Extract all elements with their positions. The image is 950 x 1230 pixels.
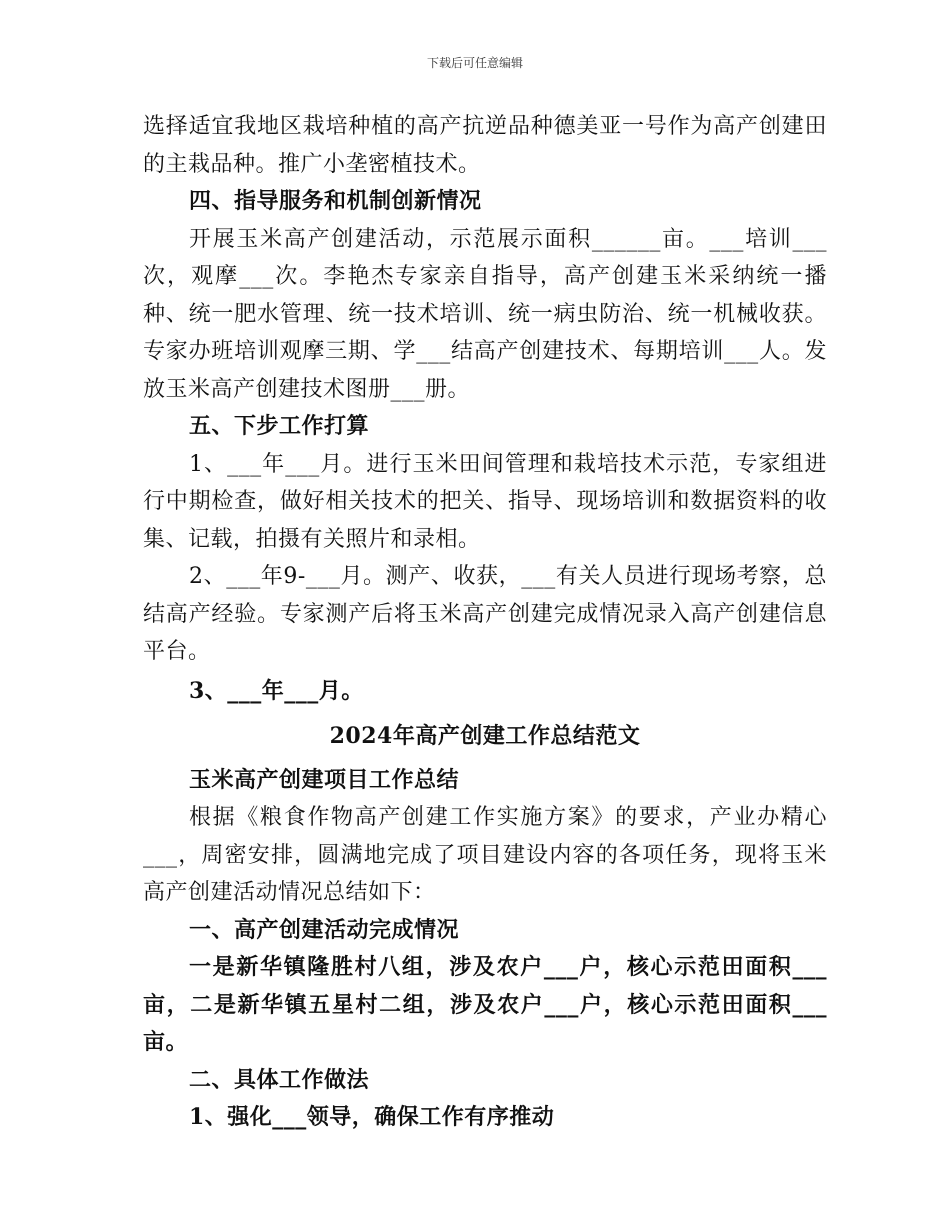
plan-item-2: 2、___年9-___月。测产、收获，___有关人员进行现场考察，总结高产经验。专家测产后将玉米高产创建完成情况录入高产创建信息平台。 bbox=[143, 564, 827, 664]
paragraph-intro: 根据《粮食作物高产创建工作实施方案》的要求，产业办精心___，周密安排，圆满地完成了项目建设内容的各项任务，现将玉米高产创建活动情况总结如下： bbox=[143, 805, 827, 905]
paragraph-activities: 开展玉米高产创建活动，示范展示面积______亩。___培训___次，观摩___次。李艳杰专家亲自指导，高产创建玉米采纳统一播种、统一肥水管理、统一技术培训、统一病虫防治、统一机械收获。专家办班培训观摩三期、学___结高产创建技术、每期培训___人。发放玉米高产创建技术图册___册。 bbox=[143, 226, 827, 402]
page-header: 下载后可任意编辑 bbox=[426, 56, 523, 70]
section-heading-4: 四、指导服务和机制创新情况 bbox=[189, 188, 482, 214]
item-strengthen: 1、强化___领导，确保工作有序推动 bbox=[189, 1104, 555, 1130]
section-heading-1: 一、高产创建活动完成情况 bbox=[189, 916, 460, 943]
document-body bbox=[143, 108, 827, 1137]
document-title: 2024年高产创建工作总结范文 bbox=[329, 723, 641, 749]
paragraph-completion: 一是新华镇隆胜村八组，涉及农户___户，核心示范田面积___亩，二是新华镇五星村二组，涉及农户___户，核心示范田面积___亩。 bbox=[143, 954, 827, 1055]
section-heading-5: 五、下步工作打算 bbox=[189, 413, 370, 439]
subtitle: 玉米高产创建项目工作总结 bbox=[189, 766, 460, 793]
section-heading-2: 二、具体工作做法 bbox=[189, 1066, 370, 1093]
paragraph-variety: 选择适宜我地区栽培种植的高产抗逆品种德美亚一号作为高产创建田的主栽品种。推广小垄密植技术。 bbox=[143, 114, 827, 177]
plan-item-1: 1、___年___月。进行玉米田间管理和栽培技术示范，专家组进行中期检查，做好相关技术的把关、指导、现场培训和数据资料的收集、记载，拍摄有关照片和录相。 bbox=[143, 451, 827, 552]
plan-item-3: 3、___年___月。 bbox=[189, 677, 364, 704]
